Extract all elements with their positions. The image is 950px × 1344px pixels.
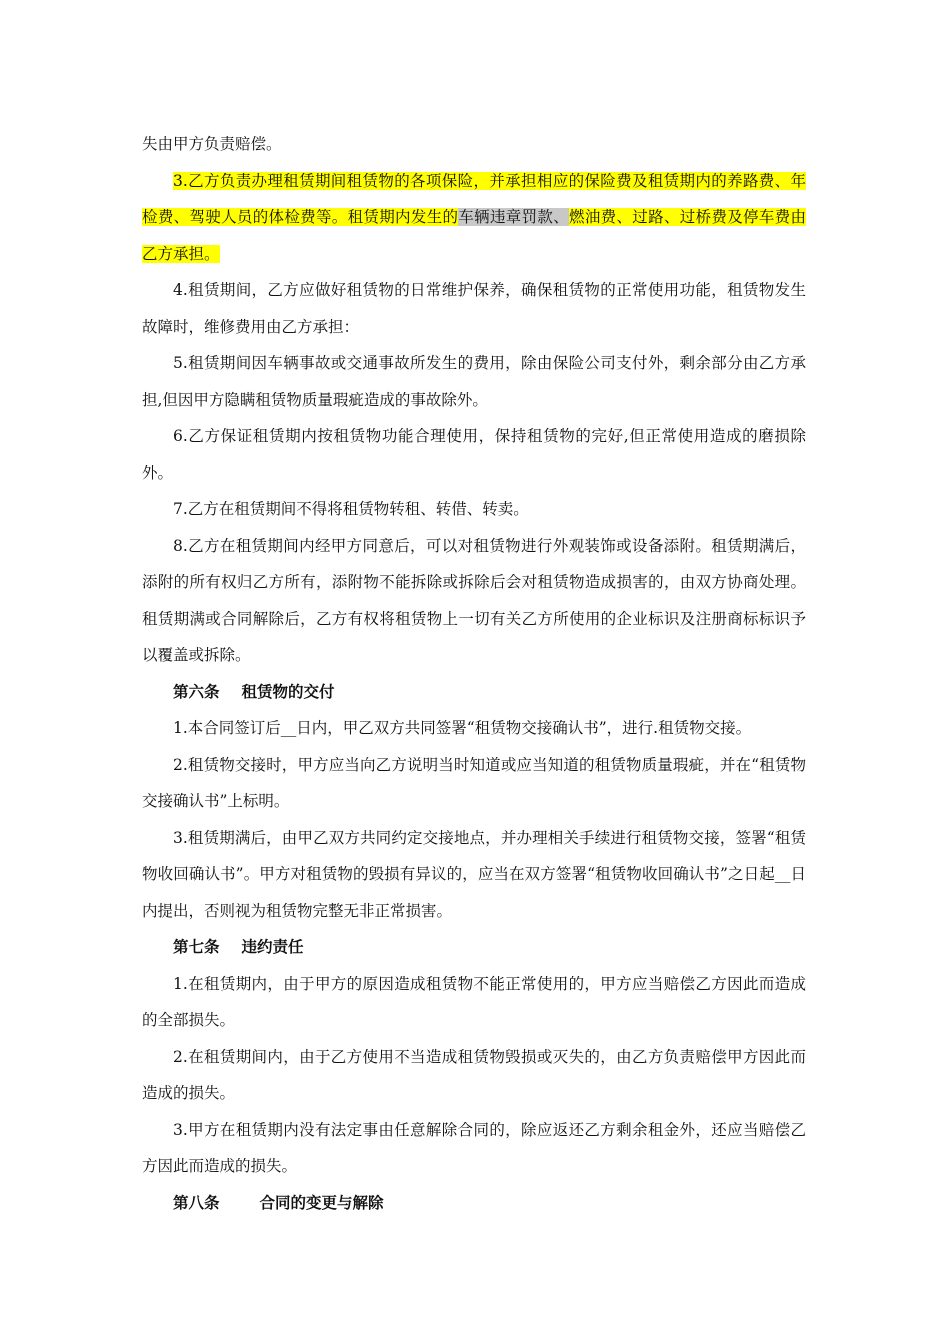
- paragraph: [142, 418, 806, 491]
- paragraph: [142, 820, 806, 930]
- section-heading: [142, 674, 806, 711]
- paragraph-text: 8.乙方在租赁期间内经甲方同意后，可以对租赁物进行外观装饰或设备添附。租赁期满后，添附的所有权归乙方所有，添附物不能拆除或拆除后会对租赁物造成损害的，由双方协商处理。租赁期满或合同解除后，乙方有权将租赁物上一切有关乙方所使用的企业标识及注册商标标识予以覆盖或拆除。: [142, 536, 806, 664]
- paragraph-text: 3.甲方在租赁期内没有法定事由任意解除合同的，除应返还乙方剩余租金外，还应当赔偿乙方因此而造成的损失。: [142, 1120, 806, 1175]
- paragraph-text: 7.乙方在租赁期间不得将租赁物转租、转借、转卖。: [173, 500, 529, 518]
- paragraph: [142, 528, 806, 674]
- paragraph: [142, 126, 806, 163]
- section-title: 违约责任: [241, 938, 304, 956]
- paragraph-text: 6.乙方保证租赁期内按租赁物功能合理使用，保持租赁物的完好,但正常使用造成的磨损除外。: [142, 427, 806, 482]
- section-title: 合同的变更与解除: [259, 1193, 384, 1212]
- paragraph-text: 2.租赁物交接时，甲方应当向乙方说明当时知道或应当知道的租赁物质量瑕疵，并在“租赁物交接确认书”上标明。: [142, 755, 806, 810]
- paragraph-text: 1.在租赁期内，由于甲方的原因造成租赁物不能正常使用的，甲方应当赔偿乙方因此而造成的全部损失。: [142, 974, 806, 1029]
- paragraph: [142, 163, 806, 273]
- highlighted-text: 3.乙方负责办理租赁期间租赁物的各项保险，并承担相应的保险费及租赁期内的养路费、年检费、驾驶人员的体检费等。租赁期内发生的: [142, 171, 806, 226]
- section-number: 第八条: [173, 1193, 220, 1212]
- paragraph-text: 1.本合同签订后__日内，甲乙双方共同签署“租赁物交接确认书”，进行.租赁物交接。: [173, 719, 752, 737]
- paragraph: [142, 747, 806, 820]
- paragraph: [142, 491, 806, 528]
- paragraph: [142, 710, 806, 747]
- paragraph: [142, 1039, 806, 1112]
- document-body: [142, 126, 806, 1221]
- highlighted-text: 燃油费、过路、过桥费及停车费由乙方承担。: [142, 208, 806, 263]
- paragraph: [142, 1112, 806, 1185]
- highlighted-text: 车辆违章罚款、: [458, 208, 570, 226]
- paragraph-text: 失由甲方负责赔偿。: [142, 135, 282, 153]
- section-heading: [142, 1185, 806, 1222]
- section-heading: [142, 929, 806, 966]
- paragraph-text: 3.租赁期满后，由甲乙双方共同约定交接地点，并办理相关手续进行租赁物交接，签署“租赁物收回确认书”。甲方对租赁物的毁损有异议的，应当在双方签署“租赁物收回确认书”之日起__日内提出，否则视为租赁物完整无非正常损害。: [142, 828, 806, 920]
- section-number: 第六条: [173, 682, 220, 701]
- paragraph-text: 2.在租赁期间内，由于乙方使用不当造成租赁物毁损或灭失的，由乙方负责赔偿甲方因此而造成的损失。: [142, 1047, 806, 1102]
- paragraph: [142, 345, 806, 418]
- paragraph: [142, 272, 806, 345]
- paragraph: [142, 966, 806, 1039]
- paragraph-text: 4.租赁期间，乙方应做好租赁物的日常维护保养，确保租赁物的正常使用功能，租赁物发生故障时，维修费用由乙方承担：: [142, 281, 806, 336]
- paragraph-text: 5.租赁期间因车辆事故或交通事故所发生的费用，除由保险公司支付外，剩余部分由乙方承担,但因甲方隐瞒租赁物质量瑕疵造成的事故除外。: [142, 354, 806, 409]
- section-number: 第七条: [173, 938, 220, 956]
- section-title: 租赁物的交付: [241, 682, 335, 701]
